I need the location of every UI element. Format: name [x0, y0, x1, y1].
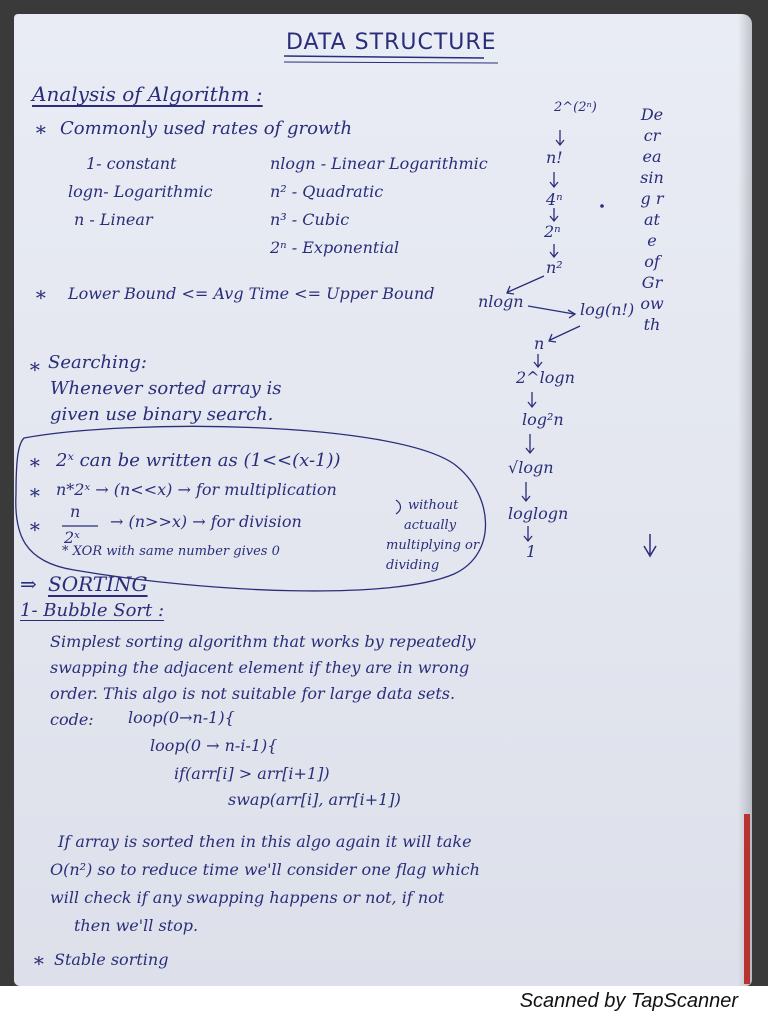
growth-order-item: log²n — [522, 410, 564, 429]
bubble-sort-heading: 1- Bubble Sort : — [20, 600, 165, 621]
aside-note: dividing — [386, 558, 440, 573]
aside-note: without — [408, 498, 459, 513]
note-line: will check if any swapping happens or not, if not — [50, 888, 445, 907]
fraction-denominator: 2ˣ — [64, 528, 80, 547]
growth-order-item: 2ⁿ — [544, 222, 561, 241]
growth-order-item: nlogn — [478, 292, 524, 311]
rate-exponential: 2ⁿ - Exponential — [270, 238, 400, 257]
note-line: O(n²) so to reduce time we'll consider one flag which — [50, 860, 480, 879]
rate-cubic: n³ - Cubic — [270, 210, 350, 229]
bullet-star-icon: ∗ — [32, 948, 46, 972]
growth-order-item: 1 — [526, 542, 537, 561]
sorting-heading: SORTING — [48, 572, 148, 596]
decreasing-growth-label: Decreasing rate of Growth — [640, 105, 664, 334]
growth-order-item: 2^logn — [516, 368, 575, 387]
rate-nlogn: nlogn - Linear Logarithmic — [270, 154, 488, 173]
growth-order-item: 2^(2ⁿ) — [554, 100, 597, 115]
scanner-watermark: Scanned by TapScanner — [519, 990, 738, 1012]
fraction-numerator: n — [70, 502, 81, 521]
bullet-star-icon: ∗ — [28, 450, 42, 474]
growth-order-item: loglogn — [508, 504, 569, 523]
searching-line: Whenever sorted array is — [50, 378, 282, 399]
bound-line: Lower Bound <= Avg Time <= Upper Bound — [68, 284, 435, 303]
notebook-page — [14, 14, 752, 986]
note-line: If array is sorted then in this algo again it will take — [58, 832, 472, 851]
bit-trick-divide: → (n>>x) → for division — [110, 512, 302, 531]
analysis-heading: Analysis of Algorithm : — [32, 82, 263, 106]
growth-order-item: 4ⁿ — [546, 190, 563, 209]
bullet-star-icon: ∗ — [28, 480, 42, 504]
searching-heading: Searching: — [48, 352, 147, 373]
code-line: swap(arr[i], arr[i+1]) — [228, 790, 401, 809]
growth-order-item: n! — [546, 148, 563, 167]
growth-order-item: √logn — [508, 458, 554, 477]
page-title: DATA STRUCTURE — [286, 30, 497, 55]
code-line: loop(0→n-1){ — [128, 708, 235, 727]
code-line: if(arr[i] > arr[i+1]) — [174, 764, 330, 783]
arrow-icon: ⇒ — [20, 572, 37, 596]
code-label: code: — [50, 710, 94, 729]
bullet-star-icon: ∗ — [34, 282, 48, 306]
bit-trick-multiply: n*2ˣ → (n<<x) → for multiplication — [56, 480, 337, 499]
bubble-desc-line: swapping the adjacent element if they are in wrong — [50, 658, 470, 677]
bullet-star-icon: ∗ — [34, 117, 48, 141]
ink-strokes — [14, 14, 752, 986]
bit-trick-power: 2ˣ can be written as (1<<(x-1)) — [56, 450, 341, 471]
rate-linear: n - Linear — [74, 210, 153, 229]
rate-constant: 1- constant — [86, 154, 177, 173]
xor-note: * XOR with same number gives 0 — [62, 544, 280, 559]
bullet-star-icon: ∗ — [28, 354, 42, 378]
growth-order-item: n² — [546, 258, 563, 277]
bubble-desc-line: Simplest sorting algorithm that works by repeatedly — [50, 632, 476, 651]
rate-quadratic: n² - Quadratic — [270, 182, 384, 201]
aside-note: actually — [404, 518, 457, 533]
note-line: then we'll stop. — [74, 916, 199, 935]
code-line: loop(0 → n-i-1){ — [150, 736, 278, 755]
aside-note: multiplying or — [386, 538, 480, 553]
growth-order-item: log(n!) — [580, 300, 635, 319]
bullet-star-icon: ∗ — [28, 514, 42, 538]
bubble-desc-line: order. This algo is not suitable for large data sets. — [50, 684, 456, 703]
rate-logarithmic: logn- Logarithmic — [68, 182, 213, 201]
growth-order-item: n — [534, 334, 545, 353]
scanner-footer — [0, 986, 768, 1024]
stable-sorting: Stable sorting — [54, 950, 169, 969]
searching-line: given use binary search. — [50, 404, 274, 425]
growth-heading: Commonly used rates of growth — [60, 118, 353, 139]
